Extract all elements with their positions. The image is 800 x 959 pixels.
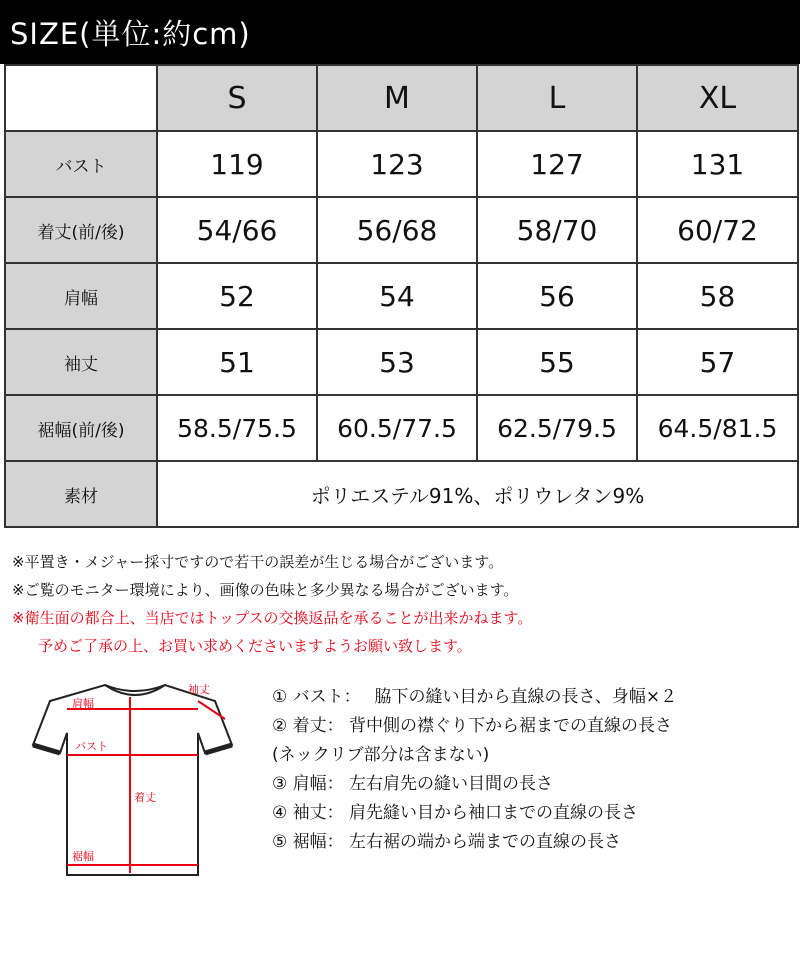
legend-item-length-note: (ネックリブ部分は含まない) [272,745,490,765]
note-monitor: ※ご覧のモニター環境により、画像の色味と多少異なる場合がございます。 [12,581,519,599]
table-row-length [5,197,798,263]
diagram-label-bust: バスト [75,740,108,753]
table-cell: 57 [637,329,798,395]
note-measurement: ※平置き・メジャー採寸ですので若干の誤差が生じる場合がございます。 [12,553,504,571]
table-corner-cell [5,65,157,131]
legend-item-length: ② 着丈： 背中側の襟ぐり下から裾までの直線の長さ [272,716,673,736]
diagram-label-length: 着丈 [134,791,156,804]
table-cell: 53 [317,329,477,395]
legend-item-hem: ⑤ 裾幅： 左右裾の端から端までの直線の長さ [272,832,622,852]
table-cell: 60/72 [637,197,798,263]
table-row-bust [5,131,798,197]
table-cell: 58 [637,263,798,329]
size-header-row [5,65,798,131]
table-cell: 58.5/75.5 [157,395,317,461]
table-row-shoulder [5,263,798,329]
tshirt-left-sleeve-hem [33,745,60,753]
table-cell: 62.5/79.5 [477,395,637,461]
table-cell: 52 [157,263,317,329]
size-header-bar [0,0,800,64]
table-row-sleeve [5,329,798,395]
size-table [4,64,799,528]
table-cell: 131 [637,131,798,197]
notes-block [12,548,792,660]
row-label-sleeve: 袖丈 [5,329,157,395]
diagram-label-hem: 裾幅 [72,850,94,863]
note-acknowledge: 予めご了承の上、お買い求めくださいますようお願い致します。 [38,637,472,655]
table-cell: 58/70 [477,197,637,263]
size-col-xl: XL [637,65,798,131]
table-cell: 123 [317,131,477,197]
row-label-hem: 裾幅(前/後) [5,395,157,461]
table-row-hem [5,395,798,461]
table-cell: 56/68 [317,197,477,263]
size-header-title: SIZE(単位:約cm) [10,17,251,51]
table-cell: 56 [477,263,637,329]
tshirt-right-sleeve-hem [205,745,232,753]
table-cell: 119 [157,131,317,197]
table-cell: 55 [477,329,637,395]
table-cell: 60.5/77.5 [317,395,477,461]
tshirt-measurement-diagram [20,675,250,885]
table-cell: 127 [477,131,637,197]
measurement-legend [272,683,792,857]
note-no-returns: ※衛生面の都合上、当店ではトップスの交換返品を承ることが出来かねます。 [12,609,533,627]
diagram-label-shoulder: 肩幅 [72,697,94,710]
legend-item-sleeve: ④ 袖丈： 肩先縫い目から袖口までの直線の長さ [272,803,639,823]
row-label-length: 着丈(前/後) [5,197,157,263]
table-row-material [5,461,798,527]
row-label-material: 素材 [5,461,157,527]
table-cell: 54/66 [157,197,317,263]
sleeve-measure-line [198,701,225,719]
legend-item-shoulder: ③ 肩幅： 左右肩先の縫い目間の長さ [272,774,554,794]
size-col-s: S [157,65,317,131]
size-col-l: L [477,65,637,131]
table-cell: 51 [157,329,317,395]
tshirt-outline [33,685,232,875]
table-cell: 64.5/81.5 [637,395,798,461]
size-col-m: M [317,65,477,131]
row-label-bust: バスト [5,131,157,197]
table-cell: 54 [317,263,477,329]
row-label-shoulder: 肩幅 [5,263,157,329]
material-value: ポリエステル91%、ポリウレタン9% [157,461,798,527]
legend-item-bust: ① バスト： 脇下の縫い目から直線の長さ、身幅×２ [272,687,678,707]
diagram-label-sleeve: 袖丈 [188,683,210,696]
